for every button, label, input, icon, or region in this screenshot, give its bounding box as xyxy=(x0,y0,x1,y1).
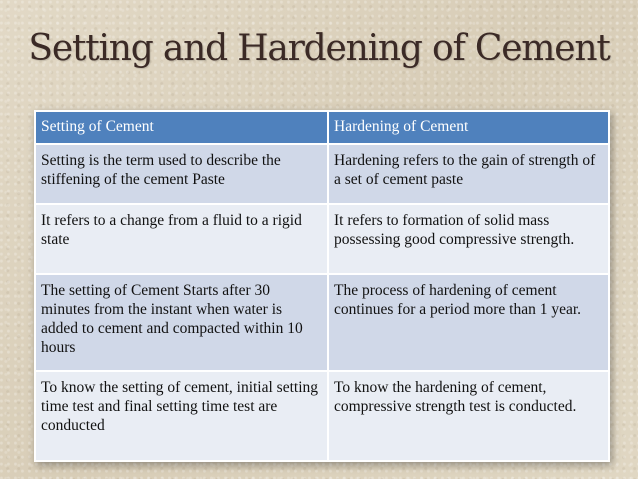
comparison-table-container xyxy=(34,110,610,462)
cell-hardening: To know the hardening of cement, compressive strength test is conducted. xyxy=(328,371,609,461)
cell-hardening: The process of hardening of cement continues for a period more than 1 year. xyxy=(328,274,609,371)
table-header-row xyxy=(35,111,609,144)
table-row xyxy=(35,371,609,461)
header-hardening: Hardening of Cement xyxy=(328,111,609,144)
cell-setting: To know the setting of cement, initial setting time test and final setting time test are conducted xyxy=(35,371,328,461)
cell-hardening: Hardening refers to the gain of strength of a set of cement paste xyxy=(328,144,609,204)
slide-title: Setting and Hardening of Cement xyxy=(28,28,610,69)
header-setting: Setting of Cement xyxy=(35,111,328,144)
cell-hardening: It refers to formation of solid mass possessing good compressive strength. xyxy=(328,204,609,274)
cell-setting: The setting of Cement Starts after 30 minutes from the instant when water is added to cement and compacted within 10 hours xyxy=(35,274,328,371)
cell-setting: It refers to a change from a fluid to a rigid state xyxy=(35,204,328,274)
table-row xyxy=(35,204,609,274)
table-row xyxy=(35,274,609,371)
cell-setting: Setting is the term used to describe the stiffening of the cement Paste xyxy=(35,144,328,204)
table-row xyxy=(35,144,609,204)
comparison-table xyxy=(34,110,610,462)
